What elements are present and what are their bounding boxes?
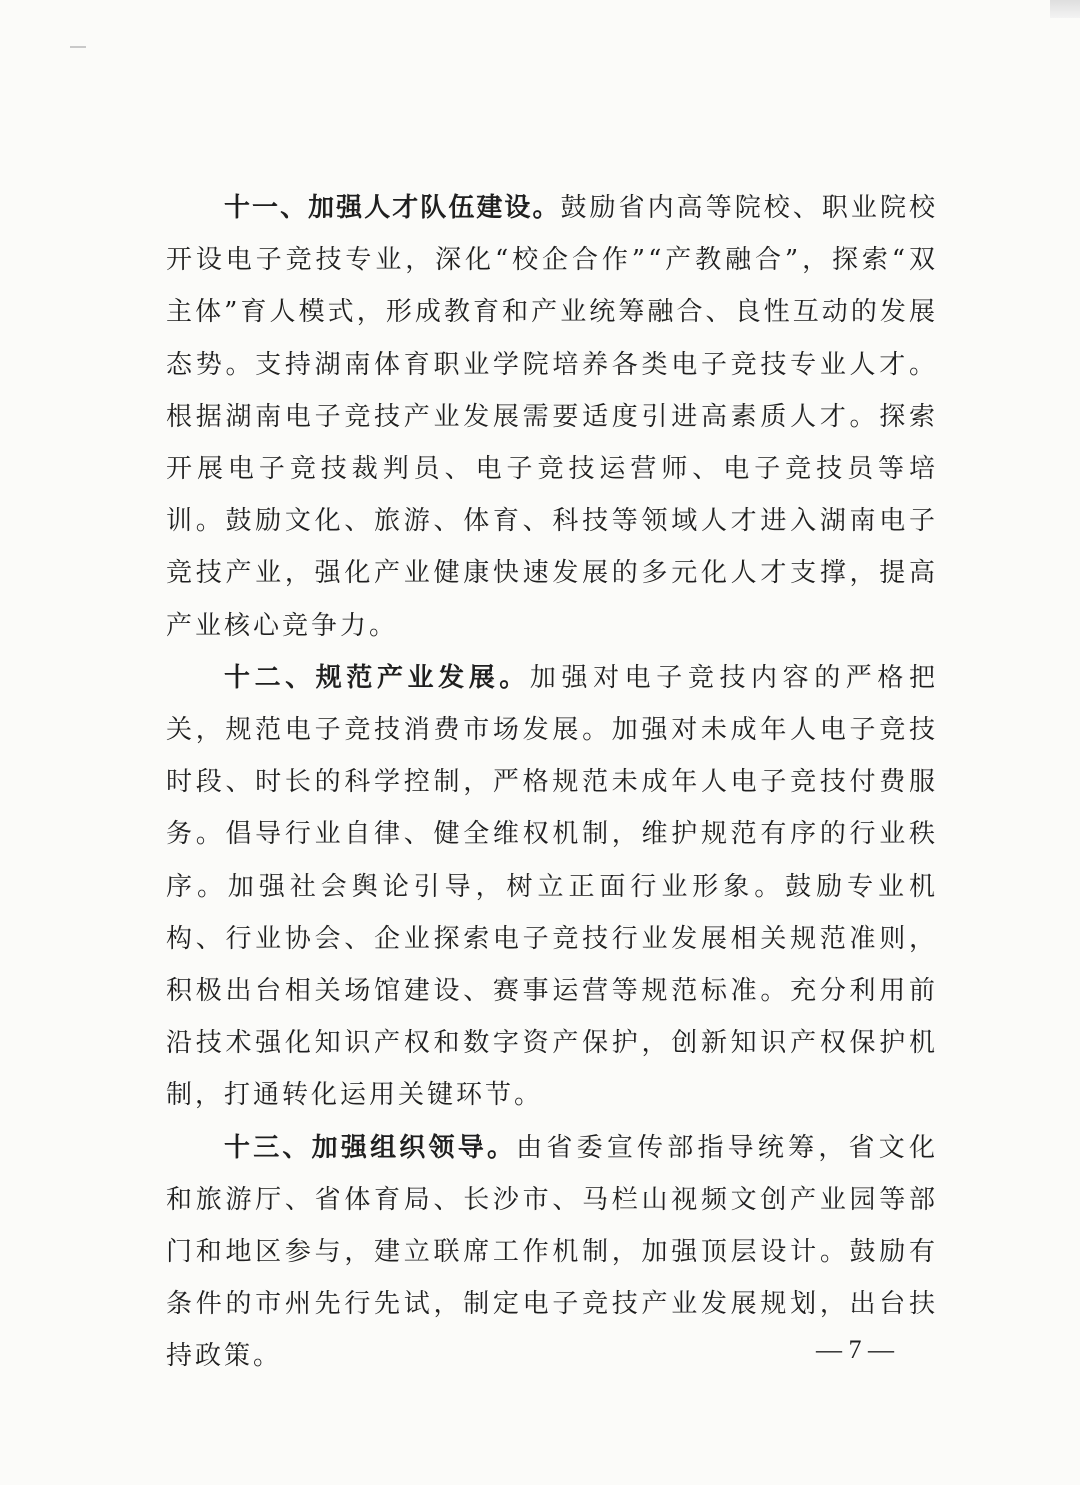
section-heading-leadership: 十三、加强组织领导。 (224, 1132, 517, 1163)
section-text-regulation: 加强对电子竞技内容的严格把关，规范电子竞技消费市场发展。加强对未成年人电子竞技时段、时长的科学控制，严格规范未成年人电子竞技付费服务。倡导行业自律、健全维权机制，维护规范有序的行业秩序。加强社会舆论引导，树立正面行业形象。鼓励专业机构、行业协会、企业探索电子竞技行业发展相关规范准则，积极出台相关场馆建设、赛事运营等规范标准。充分利用前沿技术强化知识产权和数字资产保护，创新知识产权保护机制，打通转化运用关键环节。 (166, 662, 938, 1111)
page-number: — 7 — (816, 1335, 894, 1364)
paragraph-regulation (166, 652, 938, 1122)
paragraph-talent (166, 182, 938, 652)
section-text-leadership: 由省委宣传部指导统筹，省文化和旅游厅、省体育局、长沙市、马栏山视频文创产业园等部门和地区参与，建立联席工作机制，加强顶层设计。鼓励有条件的市州先行先试，制定电子竞技产业发展规划，出台扶持政策。 (166, 1132, 938, 1372)
scan-edge-shadow (1050, 0, 1080, 18)
section-heading-regulation: 十二、规范产业发展。 (224, 662, 530, 693)
body-text (166, 182, 938, 1383)
scan-artifact (70, 46, 86, 48)
section-heading-talent: 十一、加强人才队伍建设。 (224, 193, 561, 223)
section-text-talent: 鼓励省内高等院校、职业院校开设电子竞技专业，深化“校企合作”“产教融合”，探索“双主体”育人模式，形成教育和产业统筹融合、良性互动的发展态势。支持湖南体育职业学院培养各类电子竞技专业人才。根据湖南电子竞技产业发展需要适度引进高素质人才。探索开展电子竞技裁判员、电子竞技运营师、电子竞技员等培训。鼓励文化、旅游、体育、科技等领域人才进入湖南电子竞技产业，强化产业健康快速发展的多元化人才支撑，提高产业核心竞争力。 (166, 193, 938, 641)
